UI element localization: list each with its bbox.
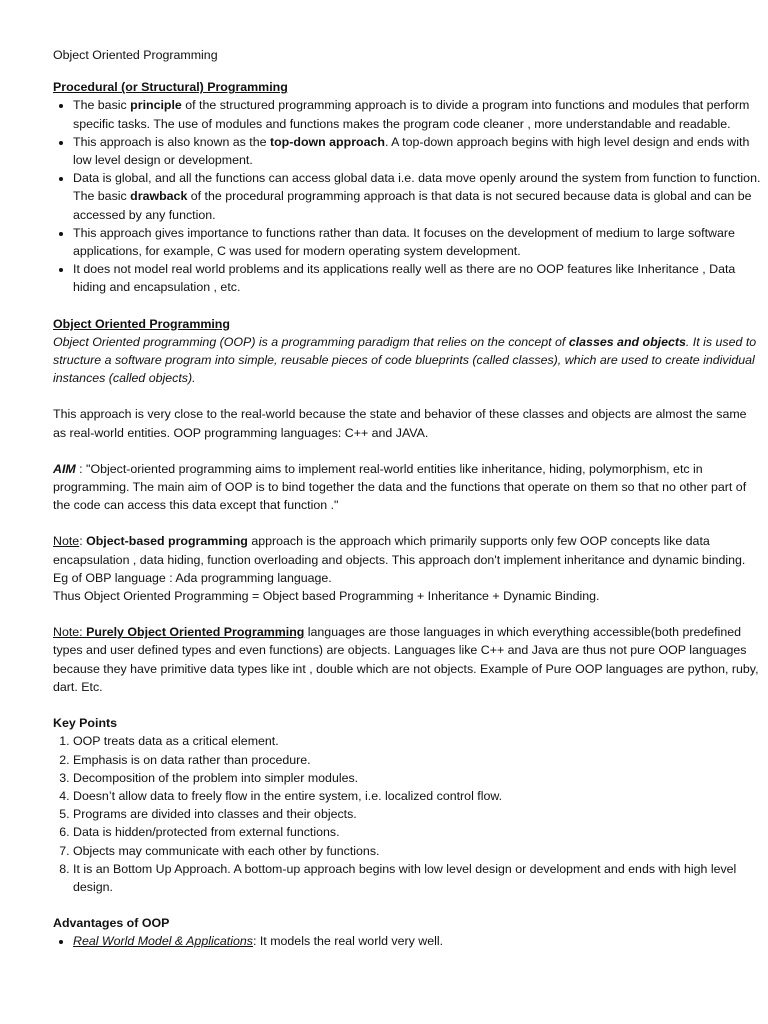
list-item: 2. Emphasis is on data rather than procedure.	[73, 751, 762, 769]
key-points-list	[53, 732, 762, 896]
note-object-based: Note: Object-based programming approach is the approach which primarily supports only few OOP concepts like data encapsulation , data hiding, function overloading and objects. This approach don't implement inheritance and dynamic binding. Eg of OBP language : Ada programming language.	[53, 534, 746, 585]
list-item: • This approach gives importance to functions rather than data. It focuses on the development of medium to large software applications, for example, C was used for modern operating system development.	[73, 224, 762, 260]
procedural-list	[53, 96, 762, 296]
list-item: • This approach is also known as the top-down approach. A top-down approach begins with high level design and ends with low level design or development.	[73, 133, 762, 169]
list-item: 8. It is an Bottom Up Approach. A bottom-up approach begins with low level design or development and ends with high level design.	[73, 860, 762, 896]
aim-paragraph: AIM : "Object-oriented programming aims to implement real-world entities like inheritance, hiding, polymorphism, etc in programming. The main aim of OOP is to bind together the data and the functions that operate on them so that no other part of the code can access this data except that function ."	[53, 461, 747, 513]
list-item: • It does not model real world problems and its applications really well as there are no OOP features like Inheritance , Data hiding and encapsulation , etc.	[73, 260, 762, 296]
key-points-heading: Key Points	[53, 716, 118, 731]
list-item: 3. Decomposition of the problem into simpler modules.	[73, 769, 762, 787]
list-item: • Data is global, and all the functions can access global data i.e. data move openly around the system from function to function. The basic drawback of the procedural programming approach is that data is not secured because data is global and can be accessed by any function.	[73, 169, 762, 224]
document-title: Object Oriented Programming	[53, 48, 218, 62]
list-item: 6. Data is hidden/protected from external functions.	[73, 823, 762, 841]
list-item: 7. Objects may communicate with each other by functions.	[73, 842, 762, 860]
note-pure-oop: Note: Purely Object Oriented Programming languages are those languages in which everything accessible(both predefined types and user defined types and even functions) are objects. Languages like C++ and Java are thus not pure OOP languages because they have primitive data types like int , double which are not objects. Example of Pure OOP languages are python, ruby, dart. Etc.	[53, 625, 759, 694]
advantages-list	[53, 932, 762, 950]
oop-definition: Object Oriented programming (OOP) is a programming paradigm that relies on the concept of classes and objects. It is used to structure a software program into simple, reusable pieces of code blueprints (called classes), which are used to create individual instances (called objects).	[53, 334, 757, 386]
aim-label: AIM	[53, 461, 76, 476]
oop-formula: Thus Object Oriented Programming = Object based Programming + Inheritance + Dynamic Binding.	[53, 589, 600, 604]
list-item: 4. Doesn’t allow data to freely flow in the entire system, i.e. localized control flow.	[73, 787, 762, 805]
list-item: • The basic principle of the structured programming approach is to divide a program into functions and modules that perform specific tasks. The use of modules and functions makes the program code cleaner , more understandable and readable.	[73, 96, 762, 132]
advantages-heading: Advantages of OOP	[53, 916, 170, 931]
list-item: 1. OOP treats data as a critical element.	[73, 732, 762, 750]
list-item: • Real World Model & Applications: It models the real world very well.	[73, 932, 762, 950]
oop-heading: Object Oriented Programming	[53, 316, 230, 331]
oop-approach-paragraph: This approach is very close to the real-world because the state and behavior of these classes and objects are almost the same as real-world entities. OOP programming languages: C++ and JAVA.	[53, 407, 747, 440]
list-item: 5. Programs are divided into classes and their objects.	[73, 805, 762, 823]
procedural-heading: Procedural (or Structural) Programming	[53, 80, 288, 95]
